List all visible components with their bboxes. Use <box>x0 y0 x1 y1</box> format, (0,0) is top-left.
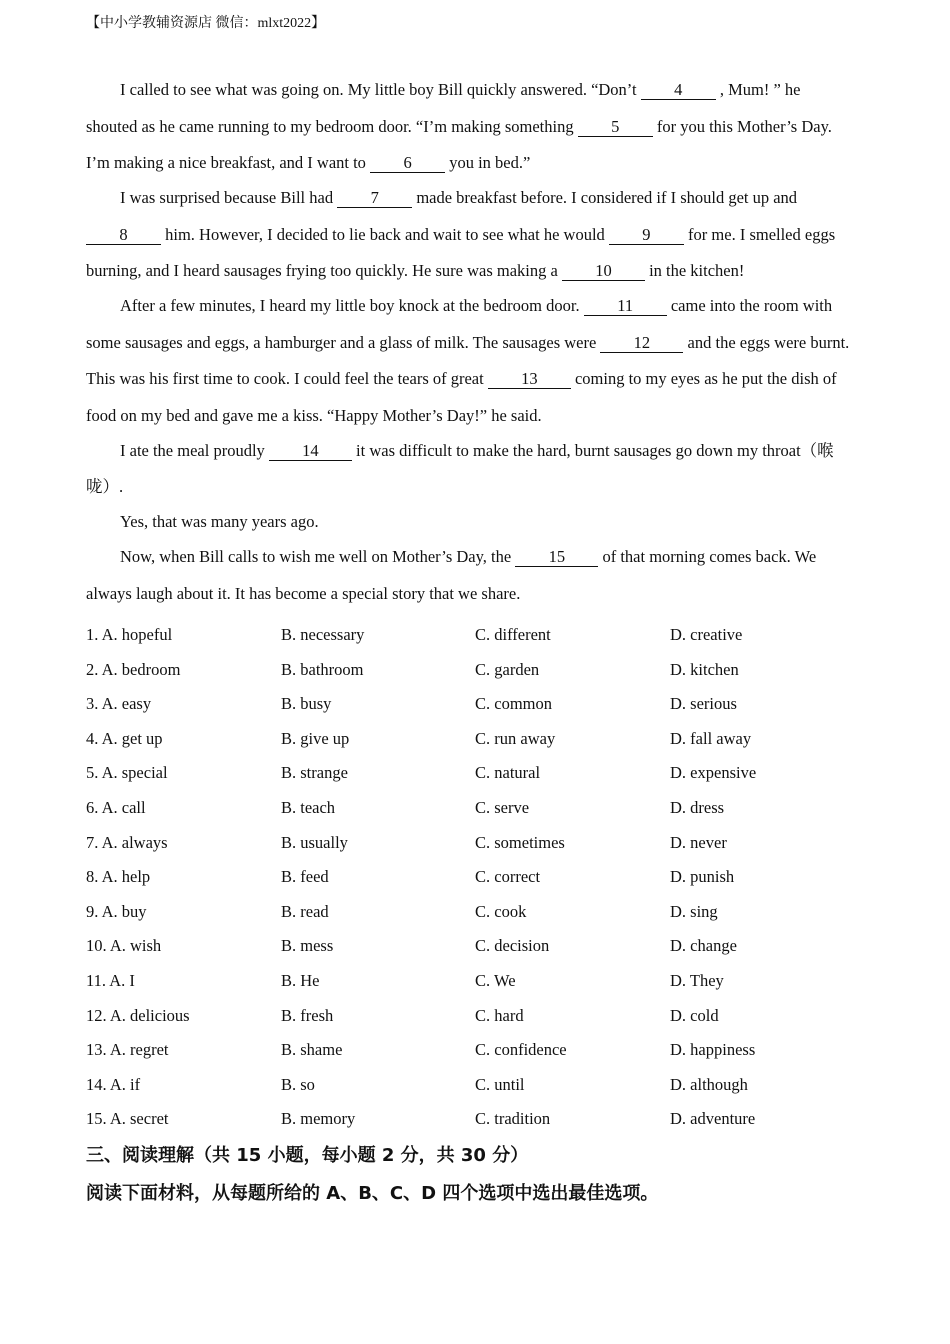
option-d: D. although <box>670 1074 748 1094</box>
passage-line <box>86 217 866 254</box>
passage-text: coming to my eyes as he put the dish of <box>570 369 837 388</box>
passage-text: and the eggs were burnt. <box>683 332 850 352</box>
passage-line <box>86 469 866 504</box>
option-a: 14. A. if <box>86 1074 141 1094</box>
option-d: D. They <box>670 970 724 990</box>
option-d: D. sing <box>670 901 718 921</box>
question-row <box>86 1033 886 1068</box>
option-b: B. strange <box>281 763 348 783</box>
option-d: D. serious <box>670 694 737 714</box>
option-c: C. natural <box>475 763 541 783</box>
passage-text: him. However, I decided to lie back and wait to see what he would <box>161 224 609 244</box>
blank-6: 6 <box>370 154 445 173</box>
question-row <box>86 722 886 757</box>
option-a: 13. A. regret <box>86 1040 169 1060</box>
option-b: B. He <box>281 970 320 990</box>
passage-text: 咙）. <box>86 477 124 496</box>
question-row <box>86 653 886 688</box>
passage-text: came into the room with <box>666 296 833 315</box>
question-row <box>86 618 886 653</box>
blank-11: 11 <box>584 297 667 316</box>
option-c: C. run away <box>475 728 556 748</box>
option-d: D. happiness <box>670 1040 756 1060</box>
question-row <box>86 791 886 826</box>
section-title: 三、阅读理解（共 15 小题，每小题 2 分，共 30 分） <box>86 1145 529 1166</box>
option-c: C. common <box>475 694 552 714</box>
passage-text: This was his first time to cook. I could feel the tears of great <box>86 369 488 388</box>
option-b: B. memory <box>281 1109 356 1129</box>
passage-text: for me. I smelled eggs <box>683 224 836 244</box>
option-b: B. necessary <box>281 625 365 644</box>
question-row <box>86 895 886 930</box>
blank-10: 10 <box>562 262 645 281</box>
option-a: 2. A. bedroom <box>86 659 181 679</box>
option-a: 4. A. get up <box>86 728 163 748</box>
passage-text: I’m making a nice breakfast, and I want to <box>86 153 371 172</box>
passage-line <box>86 504 866 539</box>
blank-12: 12 <box>600 334 683 353</box>
passage-line <box>86 398 866 433</box>
option-c: C. tradition <box>475 1109 551 1129</box>
option-c: C. sometimes <box>475 832 565 852</box>
passage-text: I was surprised because Bill had <box>120 188 338 207</box>
option-a: 7. A. always <box>86 832 168 852</box>
option-b: B. read <box>281 901 329 921</box>
question-row <box>86 860 886 895</box>
option-c: C. garden <box>475 659 540 679</box>
question-row <box>86 999 886 1034</box>
question-row <box>86 687 886 722</box>
blank-5: 5 <box>578 118 653 137</box>
option-d: D. cold <box>670 1005 719 1025</box>
passage-text: I ate the meal proudly <box>120 440 269 460</box>
option-c: C. until <box>475 1074 525 1094</box>
blank-14: 14 <box>269 442 352 461</box>
passage-text: , Mum! ” he <box>715 80 801 99</box>
passage-line <box>86 325 866 362</box>
option-c: C. serve <box>475 797 530 817</box>
passage-text: shouted as he came running to my bedroom door. “I’m making something <box>86 116 578 136</box>
option-b: B. so <box>281 1074 315 1094</box>
option-d: D. kitchen <box>670 659 739 679</box>
passage-text: of that morning comes back. We <box>598 547 817 566</box>
option-a: 5. A. special <box>86 763 168 783</box>
passage-line <box>86 576 866 613</box>
section-instruction: 阅读下面材料，从每题所给的 A、B、C、D 四个选项中选出最佳选项。 <box>86 1183 659 1204</box>
option-b: B. teach <box>281 797 336 817</box>
answer-options <box>86 618 886 1137</box>
question-row <box>86 1068 886 1103</box>
cloze-passage <box>86 72 866 612</box>
passage-text: After a few minutes, I heard my little boy knock at the bedroom door. <box>120 296 584 315</box>
option-b: B. feed <box>281 867 329 887</box>
page-header: 【中小学教辅资源店 微信：mlxt2022】 <box>86 16 326 31</box>
passage-line <box>86 72 866 109</box>
passage-text: burning, and I heard sausages frying too quickly. He sure was making a <box>86 261 562 280</box>
option-d: D. punish <box>670 867 735 887</box>
passage-text: it was difficult to make the hard, burnt sausages go down my throat（喉 <box>351 440 834 460</box>
option-b: B. usually <box>281 832 348 852</box>
passage-line <box>86 253 866 288</box>
question-row <box>86 826 886 861</box>
option-b: B. fresh <box>281 1005 334 1025</box>
passage-text: I called to see what was going on. My little boy Bill quickly answered. “Don’t <box>120 80 641 99</box>
option-d: D. creative <box>670 625 743 644</box>
blank-9: 9 <box>609 226 684 245</box>
option-b: B. bathroom <box>281 659 364 679</box>
option-b: B. mess <box>281 936 334 956</box>
passage-line <box>86 539 866 576</box>
option-c: C. We <box>475 970 516 990</box>
option-a: 15. A. secret <box>86 1109 169 1129</box>
question-row <box>86 929 886 964</box>
option-d: D. fall away <box>670 728 752 748</box>
blank-13: 13 <box>488 370 571 389</box>
option-b: B. give up <box>281 728 350 748</box>
option-a: 8. A. help <box>86 867 151 887</box>
passage-text: in the kitchen! <box>644 261 745 280</box>
option-a: 3. A. easy <box>86 694 152 714</box>
option-a: 11. A. I <box>86 970 135 990</box>
passage-text: made breakfast before. I considered if I should get up and <box>412 188 798 207</box>
option-c: C. confidence <box>475 1040 567 1060</box>
blank-8: 8 <box>86 226 161 245</box>
option-c: C. decision <box>475 936 550 956</box>
option-c: C. correct <box>475 867 541 887</box>
option-b: B. busy <box>281 694 332 714</box>
passage-line <box>86 180 866 217</box>
passage-text: always laugh about it. It has become a special story that we share. <box>86 583 521 603</box>
blank-4: 4 <box>641 81 716 100</box>
question-row <box>86 1102 886 1137</box>
passage-text: food on my bed and gave me a kiss. “Happy Mother’s Day!” he said. <box>86 405 542 425</box>
option-d: D. adventure <box>670 1109 756 1129</box>
passage-text: Now, when Bill calls to wish me well on Mother’s Day, the <box>120 547 516 566</box>
option-c: C. cook <box>475 901 527 921</box>
blank-15: 15 <box>515 548 598 567</box>
option-a: 10. A. wish <box>86 936 162 956</box>
option-d: D. expensive <box>670 763 757 783</box>
option-b: B. shame <box>281 1040 343 1060</box>
passage-text: some sausages and eggs, a hamburger and a glass of milk. The sausages were <box>86 332 601 352</box>
question-row <box>86 756 886 791</box>
option-c: C. hard <box>475 1005 524 1025</box>
option-a: 12. A. delicious <box>86 1005 190 1025</box>
option-a: 9. A. buy <box>86 901 147 921</box>
option-d: D. never <box>670 832 727 852</box>
passage-text: Yes, that was many years ago. <box>120 512 319 531</box>
option-a: 1. A. hopeful <box>86 625 173 644</box>
passage-text: you in bed.” <box>445 153 531 172</box>
passage-line <box>86 288 866 325</box>
blank-7: 7 <box>337 189 412 208</box>
passage-text: for you this Mother’s Day. <box>652 116 832 136</box>
question-row <box>86 964 886 999</box>
option-d: D. change <box>670 936 737 956</box>
option-d: D. dress <box>670 797 725 817</box>
passage-line <box>86 109 866 146</box>
passage-line <box>86 145 866 180</box>
passage-line <box>86 361 866 398</box>
passage-line <box>86 433 866 470</box>
option-a: 6. A. call <box>86 797 146 817</box>
option-c: C. different <box>475 625 551 644</box>
